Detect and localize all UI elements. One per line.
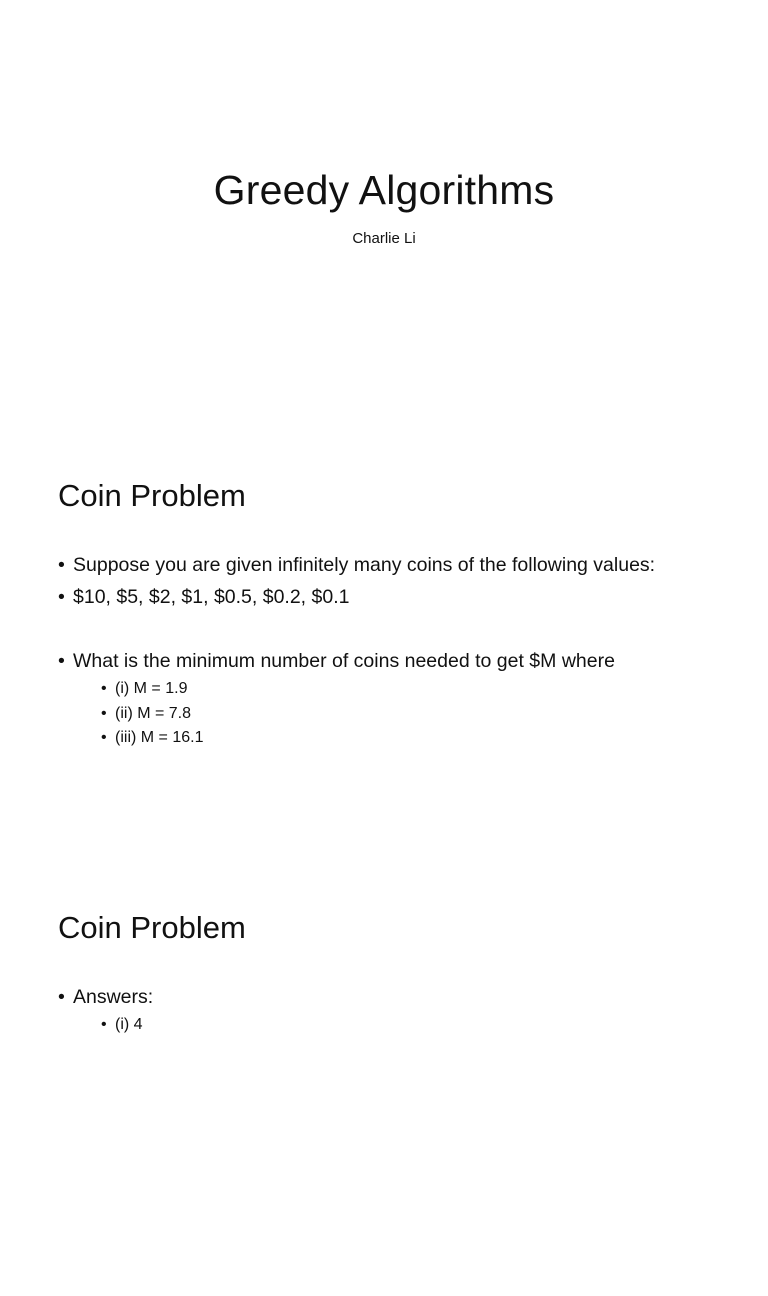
sub-bullet-item: • (i) M = 1.9 — [101, 677, 655, 702]
bullet-item — [58, 981, 153, 1038]
presentation-author: Charlie Li — [352, 230, 416, 247]
bullet-item: • $10, $5, $2, $1, $0.5, $0.2, $0.1 — [58, 581, 655, 613]
bullet-list — [58, 981, 153, 1038]
sub-bullet-list — [73, 1013, 153, 1038]
presentation-title: Greedy Algorithms — [213, 167, 555, 213]
sub-bullet-list — [73, 677, 655, 751]
sub-bullet-item: • (ii) M = 7.8 — [101, 702, 655, 727]
slide-coin-problem — [0, 432, 768, 864]
slide-heading: Coin Problem — [58, 910, 246, 945]
slide-heading: Coin Problem — [58, 478, 246, 513]
bullet-item: • Suppose you are given infinitely many coins of the following values: — [58, 549, 655, 581]
sub-bullet-item: • (i) 4 — [101, 1013, 153, 1038]
bullet-list — [58, 549, 655, 751]
slide-coin-problem-answers — [0, 864, 768, 1296]
bullet-text: What is the minimum number of coins needed to get $M where — [73, 650, 615, 672]
bullet-text: Answers: — [73, 986, 154, 1008]
sub-bullet-item: • (iii) M = 16.1 — [101, 726, 655, 751]
bullet-item — [58, 645, 655, 751]
slide-title — [0, 0, 768, 432]
